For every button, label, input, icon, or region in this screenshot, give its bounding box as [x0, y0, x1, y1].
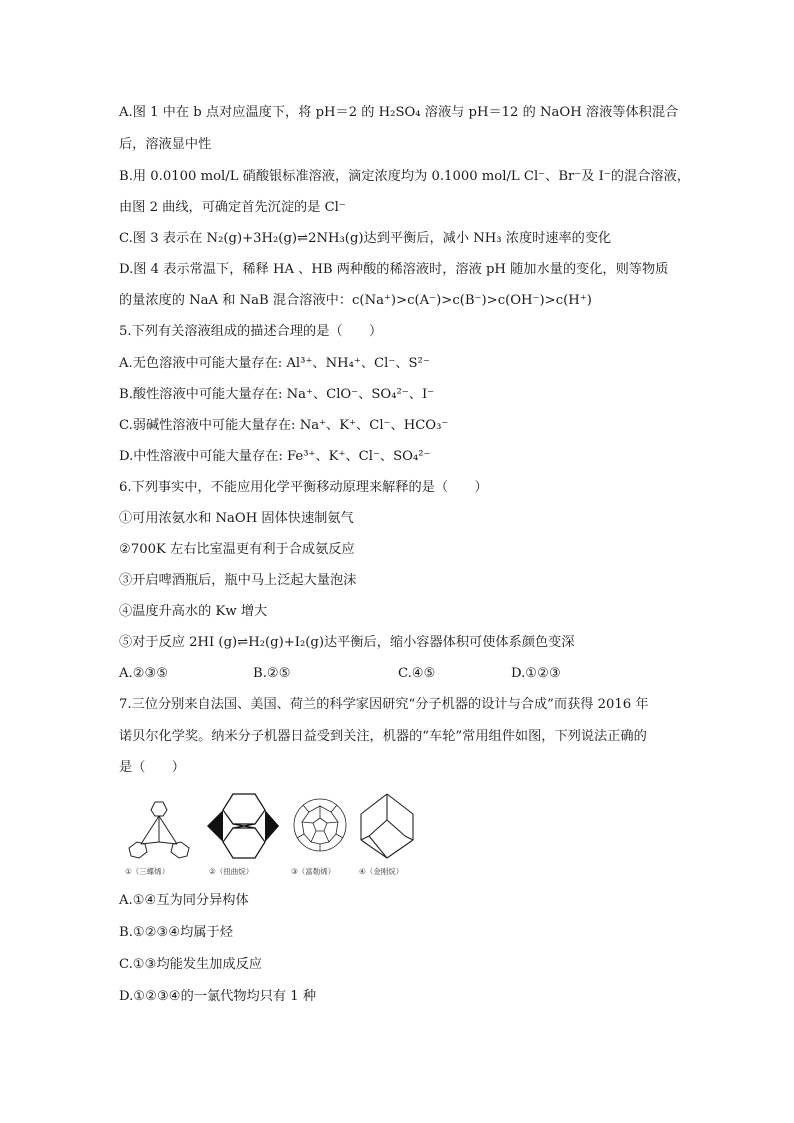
q7-option-c: C.①③均能发生加成反应	[119, 957, 262, 972]
q5-stem: 5.下列有关溶液组成的描述合理的是（ ）	[119, 324, 383, 339]
q5-option-b: B.酸性溶液中可能大量存在: Na⁺、ClO⁻、SO₄²⁻、I⁻	[119, 387, 435, 402]
q6-item-2: ②700K 左右比室温更有利于合成氨反应	[119, 542, 355, 557]
q6-option-b: B.②⑤	[253, 666, 291, 681]
q5-option-d: D.中性溶液中可能大量存在: Fe³⁺、K⁺、Cl⁻、SO₄²⁻	[119, 449, 431, 464]
q7-option-b: B.①②③④均属于烃	[119, 925, 233, 940]
q7-stem-line1: 7.三位分别来自法国、美国、荷兰的科学家因研究“分子机器的设计与合成”而获得 2016 年	[119, 697, 649, 712]
q4-option-a-line1: A.图 1 中在 b 点对应温度下，将 pH＝2 的 H₂SO₄ 溶液与 pH＝12 的 NaOH 溶液等体积混合	[119, 105, 679, 120]
q4-option-b-line2: 由图 2 曲线，可确定首先沉淀的是 Cl⁻	[119, 200, 346, 215]
caption-triptycene: ①（三蝶烯）	[125, 867, 170, 876]
q4-option-a-line2: 后，溶液显中性	[119, 137, 212, 152]
caption-adamantane: ④（金刚烷）	[359, 867, 404, 876]
fullerene-structure	[291, 796, 349, 854]
q7-molecule-figures	[119, 790, 419, 880]
q4-option-d-line1: D.图 4 表示常温下，稀释 HA 、HB 两种酸的稀溶液时，溶液 pH 随加水量的变化，则等物质	[119, 262, 669, 277]
q6-item-5: ⑤对于反应 2HI (g)⇌H₂(g)+I₂(g)达平衡后，缩小容器体积可使体系颜色变深	[119, 635, 575, 650]
q6-item-4: ④温度升高水的 Kw 增大	[119, 604, 268, 619]
adamantane-structure	[355, 790, 419, 862]
q5-option-c: C.弱碱性溶液中可能大量存在: Na⁺、K⁺、Cl⁻、HCO₃⁻	[119, 418, 449, 433]
q6-option-a: A.②③⑤	[119, 666, 169, 681]
q6-option-d: D.①②③	[511, 666, 561, 681]
q6-options	[119, 665, 679, 683]
q4-option-c: C.图 3 表示在 N₂(g)+3H₂(g)⇌2NH₃(g)达到平衡后，减小 NH₃ 浓度时速率的变化	[119, 231, 612, 246]
twistane-structure	[205, 790, 281, 862]
q7-stem-line3: 是（ ）	[119, 760, 185, 775]
q6-stem: 6.下列事实中，不能应用化学平衡移动原理来解释的是（ ）	[119, 480, 488, 495]
q4-option-b-line1: B.用 0.0100 mol/L 硝酸银标准溶液，滴定浓度均为 0.1000 mol/L Cl⁻、Br⁻及 I⁻的混合溶液，	[119, 169, 690, 184]
q6-item-1: ①可用浓氨水和 NaOH 固体快速制氨气	[119, 511, 354, 526]
q7-option-d: D.①②③④的一氯代物均只有 1 种	[119, 989, 317, 1004]
q6-option-c: C.④⑤	[398, 666, 436, 681]
q4-option-d-line2: 的量浓度的 NaA 和 NaB 混合溶液中：c(Na⁺)>c(A⁻)>c(B⁻)>c(OH⁻)>c(H⁺)	[119, 293, 592, 308]
caption-fullerene: ③（富勒烯）	[291, 867, 336, 876]
triptycene-structure	[119, 798, 199, 860]
q7-stem-line2: 诺贝尔化学奖。纳米分子机器日益受到关注，机器的“车轮”常用组件如图，下列说法正确的	[119, 729, 647, 744]
caption-twistane: ②（扭曲烷）	[209, 867, 254, 876]
q5-option-a: A.无色溶液中可能大量存在: Al³⁺、NH₄⁺、Cl⁻、S²⁻	[119, 356, 430, 371]
q7-option-a: A.①④互为同分异构体	[119, 893, 249, 908]
q6-item-3: ③开启啤酒瓶后，瓶中马上泛起大量泡沫	[119, 573, 357, 588]
